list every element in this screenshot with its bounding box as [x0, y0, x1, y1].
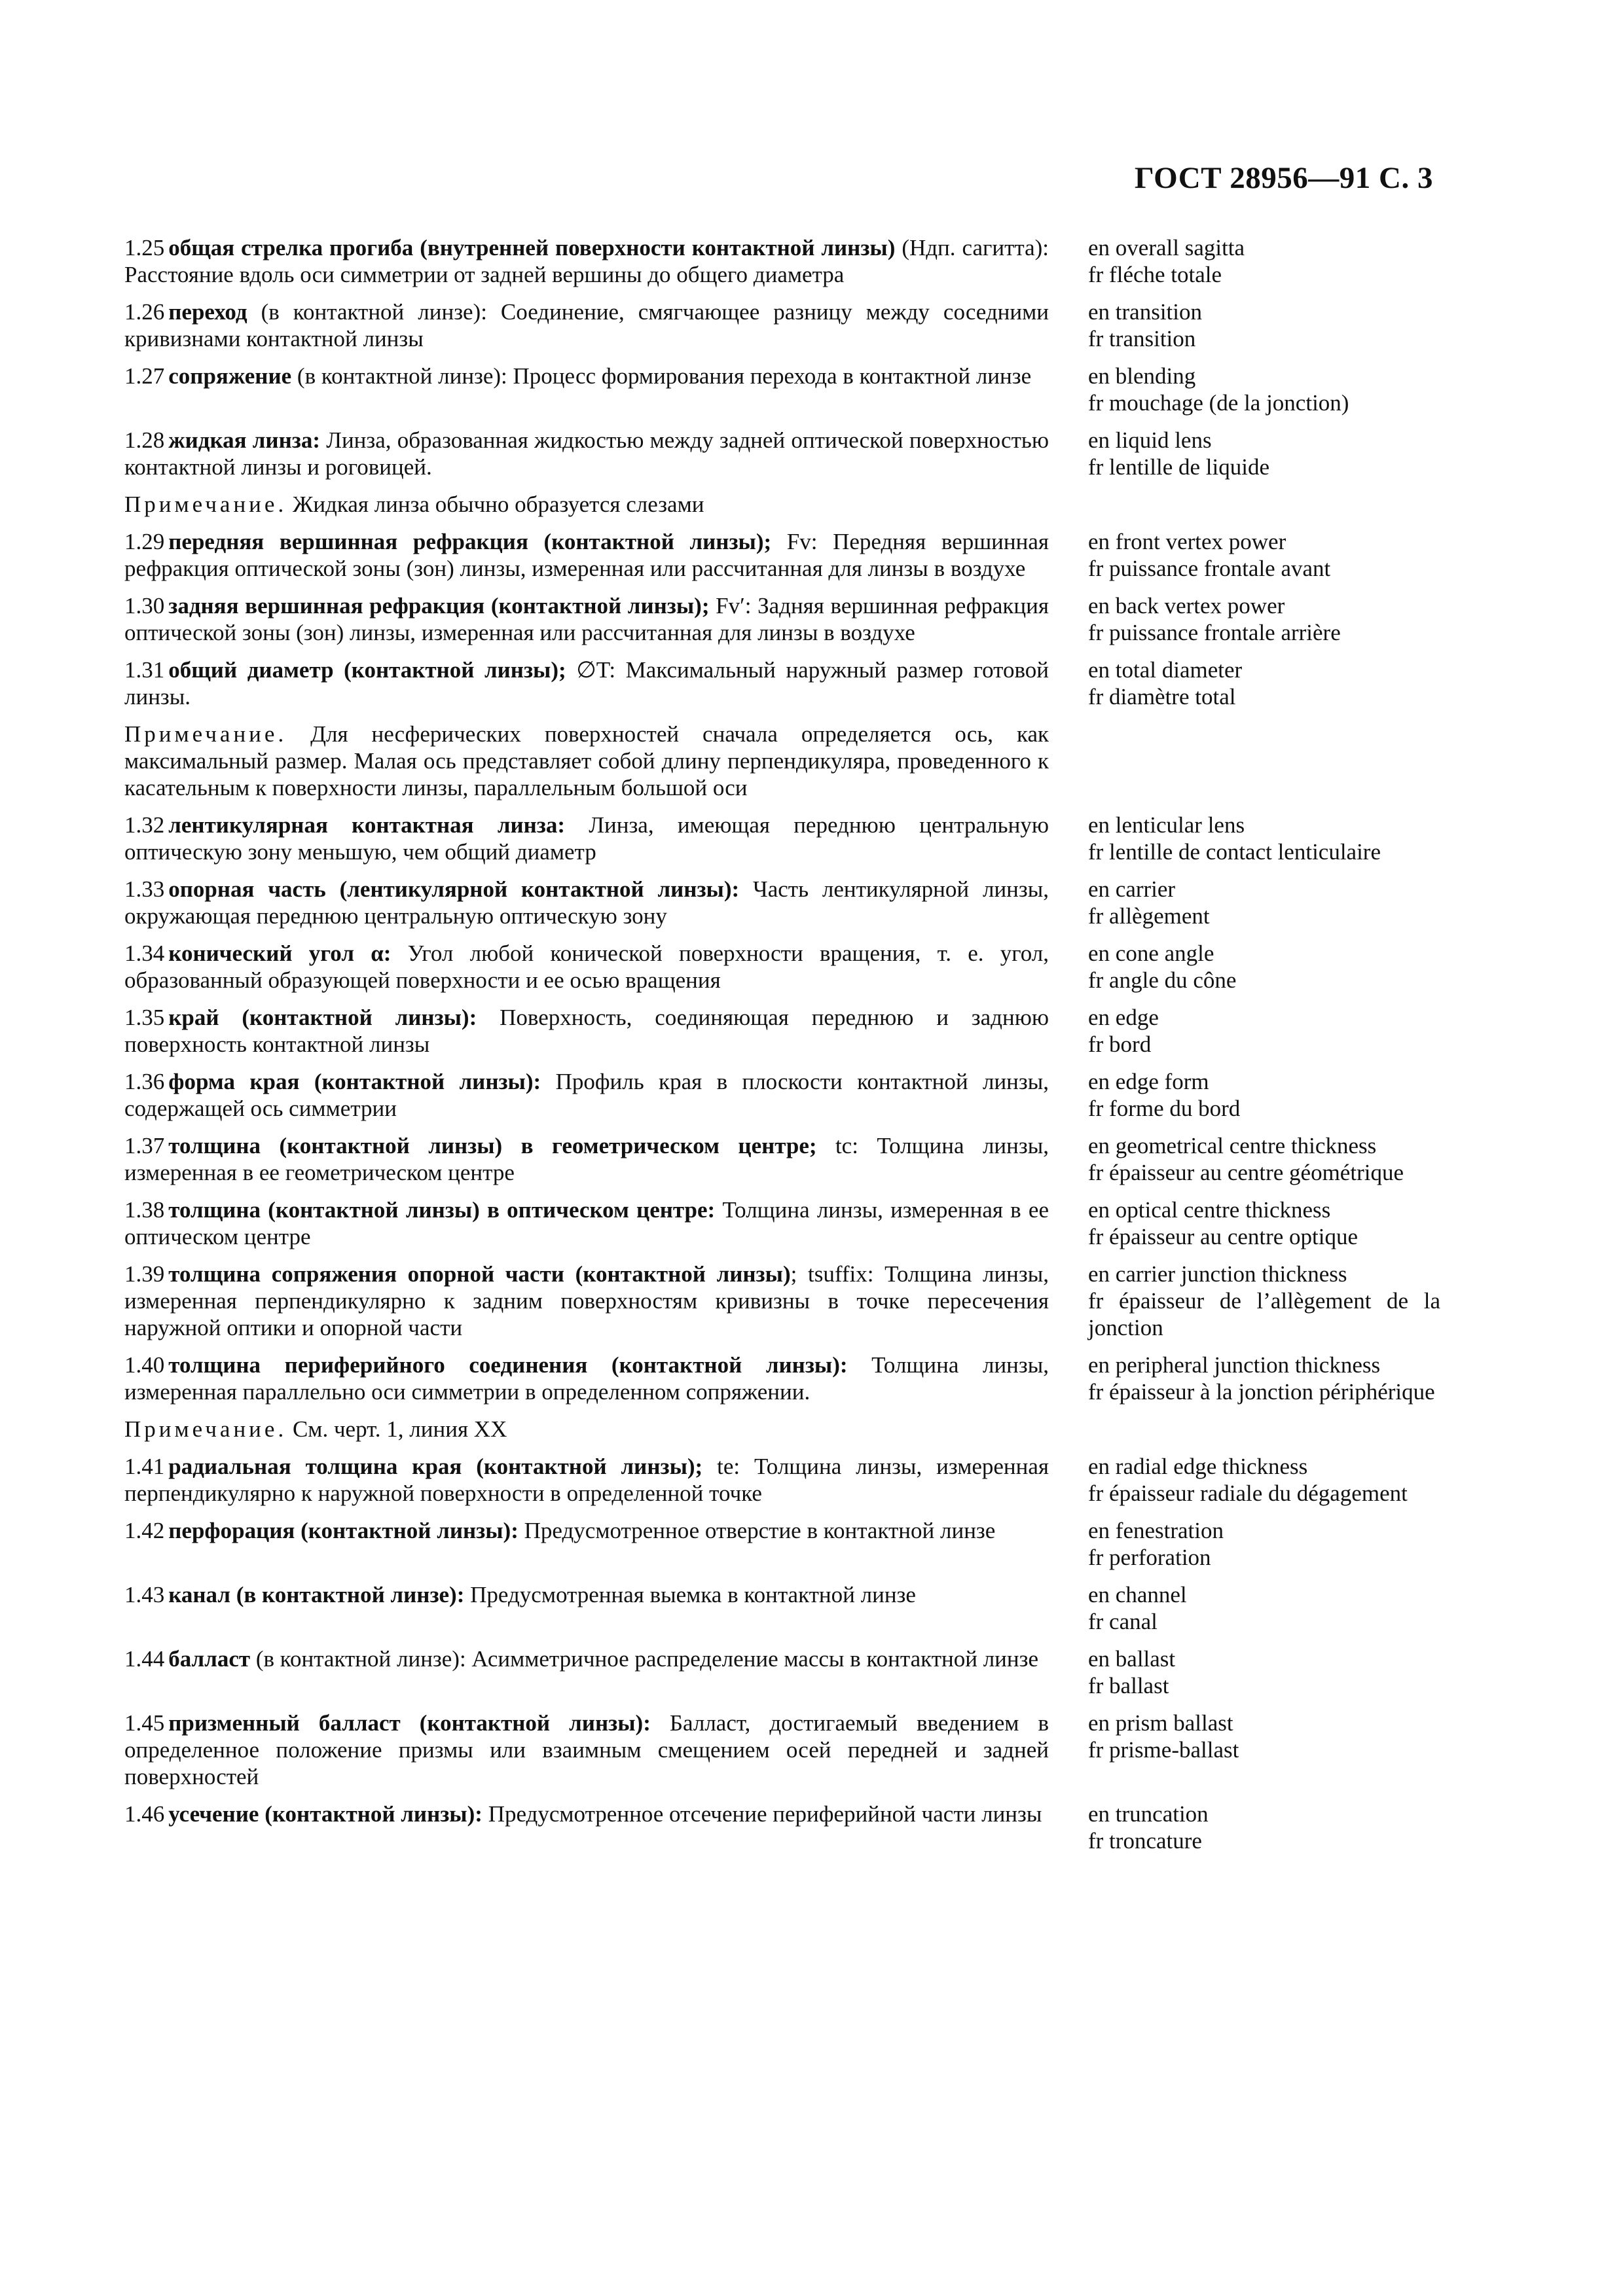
term-text: Предусмотренная выемка в контактной линзе: [464, 1582, 916, 1607]
term-definition: [124, 876, 1049, 929]
term-name: общая стрелка прогиба (внутренней поверхности контактной линзы): [168, 235, 896, 260]
term-text: tc: Толщина линзы, измеренная в ее геометрическом центре: [124, 1133, 1049, 1185]
note-row: [124, 721, 1440, 801]
term-definition: [124, 528, 1049, 582]
translation-line: en truncation: [1088, 1801, 1209, 1827]
term-text: Поверхность, соединяющая переднюю и заднюю поверхность контактной линзы: [124, 1005, 1049, 1057]
translation-line: en overall sagitta: [1088, 235, 1245, 260]
translation-line: en optical centre thickness: [1088, 1197, 1331, 1223]
note-body: Жидкая линза обычно образуется слезами: [287, 492, 704, 517]
term-definition: [124, 940, 1049, 994]
term-row: [124, 1132, 1440, 1186]
translation-line: fr prisme-ballast: [1088, 1737, 1239, 1763]
term-number: 1.33: [124, 876, 165, 902]
term-name: лентикулярная контактная линза:: [168, 812, 566, 838]
term-row: [124, 1352, 1440, 1405]
translation-line: fr puissance frontale avant: [1088, 556, 1331, 581]
translation-line: fr diamètre total: [1088, 684, 1236, 709]
page-header: ГОСТ 28956—91 С. 3: [1134, 161, 1433, 195]
term-definition: [124, 592, 1049, 646]
term-translations: [1088, 1004, 1440, 1058]
translation-line: en front vertex power: [1088, 529, 1286, 554]
term-text: (Ндп. сагитта): Расстояние вдоль оси симметрии от задней вершины до общего диаметра: [124, 235, 1049, 287]
term-name: край (контактной линзы):: [168, 1005, 477, 1030]
term-definition: [124, 656, 1049, 710]
term-text: Fv: Передняя вершинная рефракция оптической зоны (зон) линзы, измеренная или рассчитанная для линзы в воздухе: [124, 529, 1049, 581]
term-translations: [1088, 427, 1440, 480]
translation-line: en total diameter: [1088, 657, 1243, 683]
term-text: ; tsuffix: Толщина линзы, измеренная перпендикулярно к задним поверхностям кривизны в точке пересечения наружной оптики и опорной части: [124, 1261, 1049, 1340]
term-number: 1.46: [124, 1801, 165, 1827]
term-name: толщина периферийного соединения (контактной линзы):: [168, 1352, 848, 1378]
term-number: 1.36: [124, 1069, 165, 1094]
term-text: Толщина линзы, измеренная параллельно оси симметрии в определенном сопряжении.: [124, 1352, 1049, 1405]
term-number: 1.31: [124, 657, 165, 683]
term-translations: [1088, 592, 1440, 646]
term-translations: [1088, 234, 1440, 288]
term-translations: [1088, 298, 1440, 352]
term-name: задняя вершинная рефракция (контактной линзы);: [168, 593, 710, 619]
translation-line: en back vertex power: [1088, 593, 1285, 619]
term-row: [124, 1645, 1440, 1699]
translation-line: en geometrical centre thickness: [1088, 1133, 1377, 1158]
term-number: 1.34: [124, 941, 165, 966]
translation-line: fr transition: [1088, 326, 1196, 351]
translation-line: en carrier junction thickness: [1088, 1261, 1347, 1287]
term-translations: [1088, 1710, 1440, 1790]
term-name: толщина сопряжения опорной части (контактной линзы): [168, 1261, 791, 1287]
term-definition: [124, 812, 1049, 865]
translation-line: fr puissance frontale arrière: [1088, 620, 1341, 645]
term-definition: [124, 1261, 1049, 1341]
translation-line: en liquid lens: [1088, 427, 1212, 453]
term-definition: [124, 1581, 1049, 1635]
term-name: переход: [168, 299, 247, 325]
term-row: [124, 1517, 1440, 1571]
term-number: 1.40: [124, 1352, 165, 1378]
term-translations: [1088, 876, 1440, 929]
term-row: [124, 1710, 1440, 1790]
term-text: ∅T: Максимальный наружный размер готовой линзы.: [124, 657, 1049, 709]
term-number: 1.26: [124, 299, 165, 325]
note-row: [124, 491, 1440, 518]
note-body: См. черт. 1, линия XX: [287, 1416, 507, 1442]
translation-line: fr perforation: [1088, 1545, 1211, 1570]
term-name: призменный балласт (контактной линзы):: [168, 1710, 651, 1736]
translation-line: en ballast: [1088, 1646, 1176, 1672]
term-row: [124, 1004, 1440, 1058]
translation-line: fr épaisseur au centre optique: [1088, 1224, 1359, 1249]
term-row: [124, 1801, 1440, 1854]
term-name: общий диаметр (контактной линзы);: [168, 657, 566, 683]
term-translations: [1088, 940, 1440, 994]
term-name: жидкая линза:: [168, 427, 320, 453]
translation-line: fr épaisseur au centre géométrique: [1088, 1160, 1404, 1185]
term-row: [124, 1453, 1440, 1507]
term-translations: [1088, 491, 1440, 518]
term-row: [124, 427, 1440, 480]
translation-line: en channel: [1088, 1582, 1187, 1607]
term-translations: [1088, 1453, 1440, 1507]
term-number: 1.41: [124, 1454, 165, 1479]
translation-line: fr ballast: [1088, 1673, 1169, 1698]
term-text: Балласт, достигаемый введением в определенное положение призмы или взаимным смещением осей передней и задней поверхностей: [124, 1710, 1049, 1789]
term-number: 1.44: [124, 1646, 165, 1672]
translation-line: en cone angle: [1088, 941, 1214, 966]
term-definition: [124, 1645, 1049, 1699]
term-translations: [1088, 1132, 1440, 1186]
term-text: Угол любой конической поверхности вращения, т. е. угол, образованный образующей поверхности и ее осью вращения: [124, 941, 1049, 993]
term-number: 1.45: [124, 1710, 165, 1736]
term-translations: [1088, 721, 1440, 801]
term-text: Линза, имеющая переднюю центральную оптическую зону меньшую, чем общий диаметр: [124, 812, 1049, 865]
term-definition: [124, 363, 1049, 416]
term-number: 1.25: [124, 235, 165, 260]
term-translations: [1088, 1801, 1440, 1854]
term-text: Часть лентикулярной линзы, окружающая переднюю центральную оптическую зону: [124, 876, 1049, 929]
term-definition: [124, 427, 1049, 480]
translation-line: fr mouchage (de la jonction): [1088, 390, 1349, 416]
term-number: 1.42: [124, 1518, 165, 1543]
term-row: [124, 298, 1440, 352]
term-number: 1.28: [124, 427, 165, 453]
translation-line: en blending: [1088, 363, 1196, 389]
note-label: Примечание.: [124, 1416, 287, 1442]
term-name: балласт: [168, 1646, 251, 1672]
translation-line: en fenestration: [1088, 1518, 1224, 1543]
term-name: сопряжение: [168, 363, 292, 389]
translation-line: fr forme du bord: [1088, 1096, 1241, 1121]
translation-line: fr épaisseur à la jonction périphérique: [1088, 1379, 1435, 1405]
term-definition: [124, 234, 1049, 288]
term-definition: [124, 1132, 1049, 1186]
note-body: Для несферических поверхностей сначала определяется ось, как максимальный размер. Малая ось представляет собой длину перпендикуляра, проведенного к касательным к поверхности линзы, параллельным большой оси: [124, 721, 1049, 800]
term-name: усечение (контактной линзы):: [168, 1801, 483, 1827]
term-text: (в контактной линзе): Соединение, смягчающее разницу между соседними кривизнами контактной линзы: [124, 299, 1049, 351]
term-number: 1.32: [124, 812, 165, 838]
term-definition: [124, 1801, 1049, 1854]
term-name: конический угол α:: [168, 941, 392, 966]
term-definition: [124, 1710, 1049, 1790]
term-name: форма края (контактной линзы):: [168, 1069, 541, 1094]
term-translations: [1088, 528, 1440, 582]
term-text: Fv′: Задняя вершинная рефракция оптической зоны (зон) линзы, измеренная или рассчитанная для линзы в воздухе: [124, 593, 1049, 645]
term-name: опорная часть (лентикулярной контактной линзы):: [168, 876, 740, 902]
term-translations: [1088, 1068, 1440, 1122]
term-row: [124, 592, 1440, 646]
translation-line: en lenticular lens: [1088, 812, 1245, 838]
term-number: 1.35: [124, 1005, 165, 1030]
term-definition: [124, 298, 1049, 352]
translation-line: fr bord: [1088, 1031, 1152, 1057]
term-text: Предусмотренное отсечение периферийной части линзы: [482, 1801, 1042, 1827]
term-definition: [124, 1068, 1049, 1122]
note-text: [124, 721, 1049, 801]
term-translations: [1088, 1416, 1440, 1443]
term-translations: [1088, 1645, 1440, 1699]
term-number: 1.39: [124, 1261, 165, 1287]
term-definition: [124, 1453, 1049, 1507]
term-name: толщина (контактной линзы) в оптическом центре:: [168, 1197, 716, 1223]
term-number: 1.43: [124, 1582, 165, 1607]
term-row: [124, 876, 1440, 929]
term-number: 1.38: [124, 1197, 165, 1223]
term-translations: [1088, 1261, 1440, 1341]
term-text: te: Толщина линзы, измеренная перпендикулярно к наружной поверхности в определенной точке: [124, 1454, 1049, 1506]
note-text: [124, 1416, 1049, 1443]
term-row: [124, 1581, 1440, 1635]
term-translations: [1088, 1196, 1440, 1250]
translation-line: fr épaisseur radiale du dégagement: [1088, 1480, 1408, 1506]
term-row: [124, 1196, 1440, 1250]
terms-list: [124, 234, 1440, 1865]
term-number: 1.27: [124, 363, 165, 389]
term-number: 1.37: [124, 1133, 165, 1158]
term-definition: [124, 1196, 1049, 1250]
translation-line: fr angle du cône: [1088, 967, 1237, 993]
translation-line: fr lentille de contact lenticulaire: [1088, 839, 1381, 865]
term-definition: [124, 1004, 1049, 1058]
term-text: Предусмотренное отверстие в контактной линзе: [518, 1518, 996, 1543]
translation-line: fr fléche totale: [1088, 262, 1222, 287]
term-name: канал (в контактной линзе):: [168, 1582, 465, 1607]
term-row: [124, 528, 1440, 582]
term-name: радиальная толщина края (контактной линзы);: [168, 1454, 703, 1479]
translation-line: en edge: [1088, 1005, 1159, 1030]
term-translations: [1088, 1352, 1440, 1405]
term-translations: [1088, 656, 1440, 710]
translation-line: fr allègement: [1088, 903, 1210, 929]
term-translations: [1088, 812, 1440, 865]
translation-line: en transition: [1088, 299, 1202, 325]
term-text: Толщина линзы, измеренная в ее оптическом центре: [124, 1197, 1049, 1249]
translation-line: fr lentille de liquide: [1088, 454, 1269, 480]
term-translations: [1088, 363, 1440, 416]
translation-line: fr épaisseur de l’allègement de la jonction: [1088, 1288, 1440, 1340]
translation-line: en edge form: [1088, 1069, 1209, 1094]
term-name: передняя вершинная рефракция (контактной линзы);: [168, 529, 772, 554]
term-definition: [124, 1352, 1049, 1405]
translation-line: en prism ballast: [1088, 1710, 1233, 1736]
term-name: перфорация (контактной линзы):: [168, 1518, 519, 1543]
note-text: [124, 491, 1049, 518]
translation-line: en carrier: [1088, 876, 1176, 902]
term-translations: [1088, 1581, 1440, 1635]
term-text: (в контактной линзе): Процесс формирования перехода в контактной линзе: [291, 363, 1032, 389]
term-row: [124, 1068, 1440, 1122]
term-row: [124, 363, 1440, 416]
term-text: (в контактной линзе): Асимметричное распределение массы в контактной линзе: [250, 1646, 1038, 1672]
term-row: [124, 1261, 1440, 1341]
term-number: 1.29: [124, 529, 165, 554]
term-row: [124, 656, 1440, 710]
term-name: толщина (контактной линзы) в геометрическом центре;: [168, 1133, 817, 1158]
term-row: [124, 234, 1440, 288]
translation-line: en peripheral junction thickness: [1088, 1352, 1381, 1378]
translation-line: fr canal: [1088, 1609, 1158, 1634]
translation-line: en radial edge thickness: [1088, 1454, 1308, 1479]
note-label: Примечание.: [124, 721, 287, 747]
term-text: Линза, образованная жидкостью между задней оптической поверхностью контактной линзы и роговицей.: [124, 427, 1049, 480]
term-definition: [124, 1517, 1049, 1571]
term-row: [124, 812, 1440, 865]
translation-line: fr troncature: [1088, 1828, 1202, 1854]
term-text: Профиль края в плоскости контактной линзы, содержащей ось симметрии: [124, 1069, 1049, 1121]
term-translations: [1088, 1517, 1440, 1571]
note-label: Примечание.: [124, 492, 287, 517]
term-number: 1.30: [124, 593, 165, 619]
note-row: [124, 1416, 1440, 1443]
term-row: [124, 940, 1440, 994]
